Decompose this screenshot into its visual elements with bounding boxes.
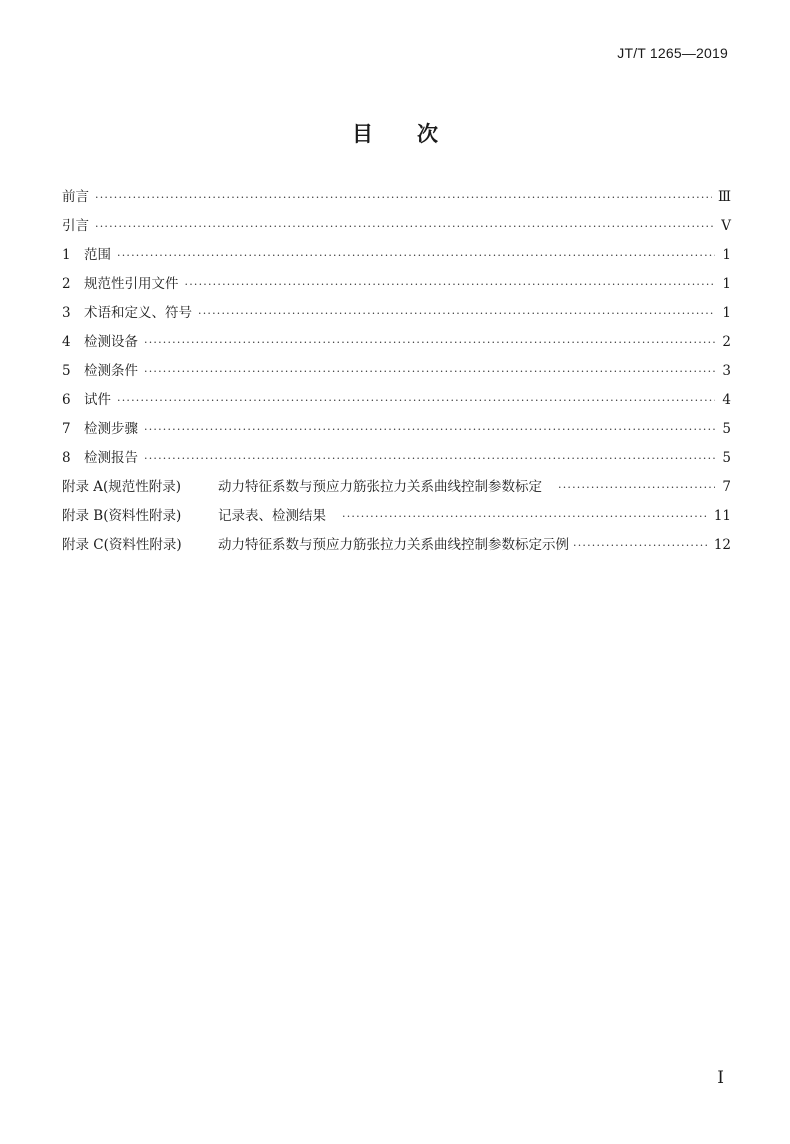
dot-leader xyxy=(342,510,708,523)
dot-leader xyxy=(144,423,715,436)
dot-leader xyxy=(95,191,712,204)
toc-entry-scope[interactable] xyxy=(62,243,731,272)
toc-appendix-prefix: 附录 A(规范性附录) xyxy=(62,479,182,495)
toc-entry-label: 术语和定义、符号 xyxy=(84,305,192,321)
toc-entry-appendix-c[interactable] xyxy=(62,533,731,562)
toc-entry-test-procedure[interactable] xyxy=(62,417,731,446)
toc-entry-page: 2 xyxy=(722,334,731,350)
toc-entry-appendix-b[interactable] xyxy=(62,504,731,533)
toc-entry-number: 7 xyxy=(62,421,71,437)
toc-entry-page: 11 xyxy=(713,508,731,524)
toc-entry-number: 3 xyxy=(62,305,71,321)
toc-entry-label: 动力特征系数与预应力筋张拉力关系曲线控制参数标定 xyxy=(218,479,542,495)
toc-entry-label: 引言 xyxy=(62,218,89,234)
toc-entry-page: 1 xyxy=(722,276,731,292)
toc-entry-label: 前言 xyxy=(62,189,89,205)
toc-entry-label: 范围 xyxy=(84,247,111,263)
toc-entry-label: 检测报告 xyxy=(84,450,138,466)
toc-entry-label: 规范性引用文件 xyxy=(84,276,179,292)
toc-entry-page: 1 xyxy=(722,305,731,321)
toc-entry-label: 检测设备 xyxy=(84,334,138,350)
toc-appendix-prefix: 附录 B(资料性附录) xyxy=(62,508,182,524)
toc-entry-label: 检测条件 xyxy=(84,363,138,379)
toc-entry-page: Ⅲ xyxy=(717,189,731,205)
toc-entry-number: 8 xyxy=(62,450,71,466)
dot-leader xyxy=(558,481,715,494)
toc-entry-page: 1 xyxy=(722,247,731,263)
toc-entry-page: 12 xyxy=(713,537,731,553)
document-code: JT/T 1265—2019 xyxy=(617,45,728,61)
dot-leader xyxy=(198,307,715,320)
toc-entry-test-equipment[interactable] xyxy=(62,330,731,359)
toc-entry-page: 7 xyxy=(722,479,731,495)
toc-entry-appendix-a[interactable] xyxy=(62,475,731,504)
toc-entry-page: 3 xyxy=(722,363,731,379)
toc-entry-page: Ⅴ xyxy=(721,218,731,234)
dot-leader xyxy=(95,220,715,233)
toc-entry-label: 试件 xyxy=(84,392,111,408)
toc-entry-page: 4 xyxy=(722,392,731,408)
toc-entry-number: 2 xyxy=(62,276,71,292)
dot-leader xyxy=(117,249,715,262)
toc-entry-page: 5 xyxy=(722,421,731,437)
dot-leader xyxy=(144,336,715,349)
toc-entry-introduction[interactable] xyxy=(62,214,731,243)
toc-entry-number: 4 xyxy=(62,334,71,350)
toc-appendix-prefix: 附录 C(资料性附录) xyxy=(62,537,182,553)
toc-entry-label: 动力特征系数与预应力筋张拉力关系曲线控制参数标定示例 xyxy=(218,537,569,553)
toc-entry-test-conditions[interactable] xyxy=(62,359,731,388)
dot-leader xyxy=(185,278,716,291)
toc-entry-normative-references[interactable] xyxy=(62,272,731,301)
toc-entry-page: 5 xyxy=(722,450,731,466)
toc-entry-label: 记录表、检测结果 xyxy=(218,508,326,524)
toc-entry-test-report[interactable] xyxy=(62,446,731,475)
toc-entry-terms-definitions[interactable] xyxy=(62,301,731,330)
dot-leader xyxy=(117,394,715,407)
page-number: Ⅰ xyxy=(717,1068,724,1088)
table-of-contents xyxy=(62,185,731,562)
dot-leader xyxy=(144,365,715,378)
toc-entry-number: 6 xyxy=(62,392,71,408)
toc-entry-foreword[interactable] xyxy=(62,185,731,214)
toc-entry-number: 1 xyxy=(62,247,71,263)
toc-entry-label: 检测步骤 xyxy=(84,421,138,437)
page-title: 目次 xyxy=(352,122,482,146)
dot-leader xyxy=(573,539,708,552)
toc-entry-number: 5 xyxy=(62,363,71,379)
dot-leader xyxy=(144,452,715,465)
toc-entry-specimen[interactable] xyxy=(62,388,731,417)
